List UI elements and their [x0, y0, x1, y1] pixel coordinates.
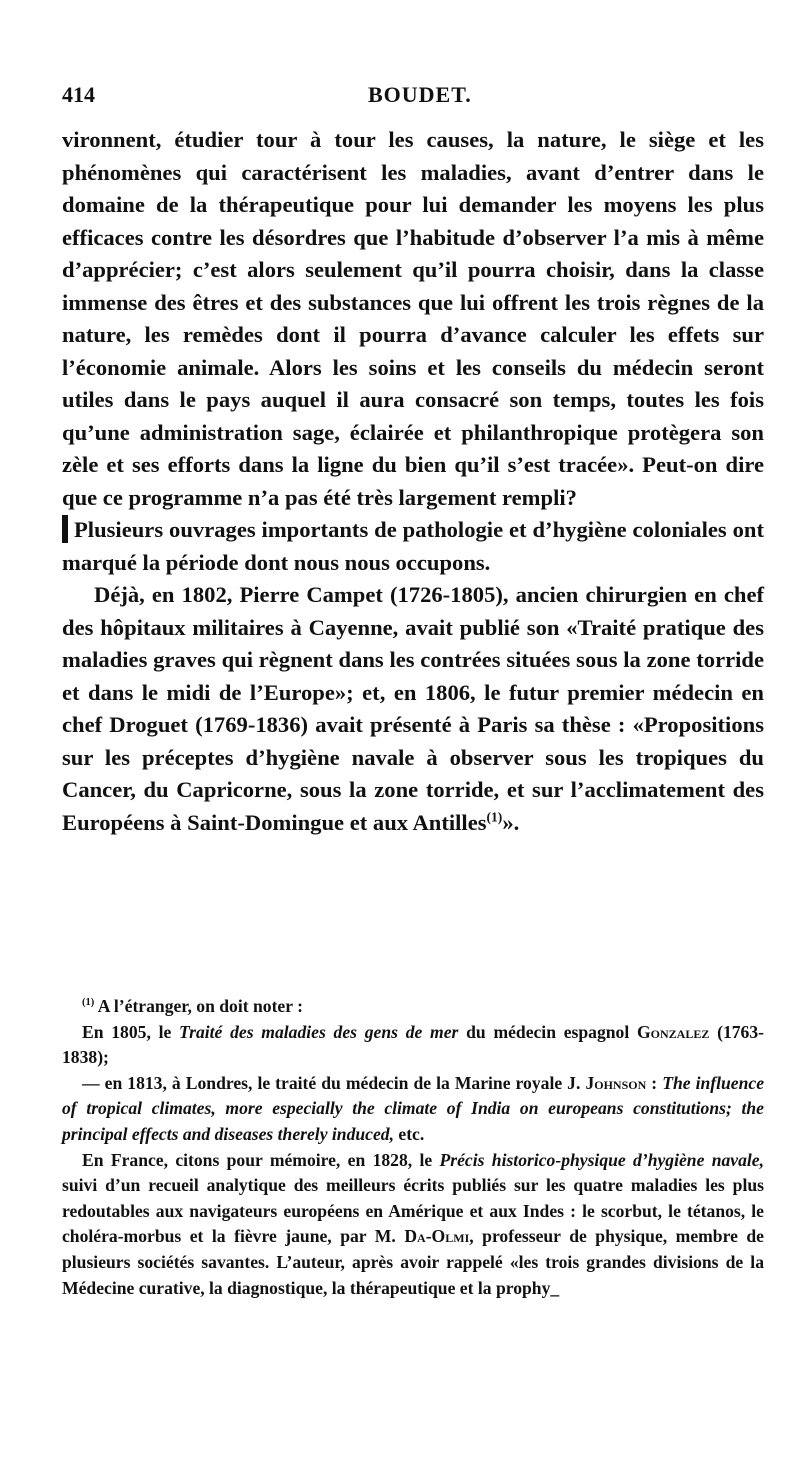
paragraph-campet-end: ». — [502, 809, 520, 835]
footnote-intro-text: A l’étranger, on doit noter : — [97, 996, 303, 1016]
fn1-text-b: du médecin espagnol — [458, 1021, 637, 1042]
paragraph-continuation: vironnent, étudier tour à tour les causes, la nature, le siège et les phénomènes qui caractérisent les maladies, avant d’entrer dans le domaine de la thérapeutique pour lui demander les moyens les plus efficaces contre les désordres que l’habitude d’observer l’a mis à même d’apprécier; c’est alors seulement qu’il pourra choisir, dans la classe immense des êtres et des substances que lui offrent les trois règnes de la nature, les remèdes dont il pourra d’avance calculer les effets sur l’économie animale. Alors les soins et les conseils du médecin seront utiles dans le pays auquel il aura consacré son temps, toutes les fois qu’une administration sage, éclairée et philanthropique protègera son zèle et ses efforts dans la ligne du bien qu’il s’est tracée». Peut-on dire que ce programme n’a pas été très largement rempli? — [62, 127, 764, 510]
paragraph-works — [62, 514, 764, 579]
running-title: BOUDET. — [368, 82, 472, 107]
footnotes — [62, 994, 764, 1301]
fn1-author: Gonzalez — [636, 1021, 710, 1042]
paragraph-campet — [62, 579, 764, 839]
footnote-gonzalez — [62, 1020, 764, 1071]
fn2-text-a: — en 1813, à Londres, le traité du médecin de la Marine royale J. — [82, 1072, 586, 1093]
footnote-ref: (1) — [486, 808, 503, 824]
fn1-text-a: En 1805, le — [82, 1021, 180, 1042]
footnote-da-olmi — [62, 1148, 764, 1302]
fn2-title: The influence of tropical climates, more especially the climate of India on europeans constitutions; the principal effects and diseases therely induced, — [62, 1072, 765, 1144]
page-number: 414 — [62, 82, 95, 107]
fn3-title: Précis historico-physique d’hygiène navale, — [439, 1149, 764, 1170]
fn3-author: Da-Olmi — [404, 1226, 470, 1247]
fn1-title: Traité des maladies des gens de mer — [179, 1021, 459, 1042]
fn2-author: Johnson — [585, 1072, 647, 1093]
footnote-marker: (1) — [82, 997, 95, 1009]
fn1-text-c: (1763-1838); — [62, 1021, 764, 1068]
main-text — [62, 124, 764, 839]
page-header — [62, 82, 762, 116]
fn3-text-c: , professeur de physique, membre de plusieurs sociétés savantes. L’auteur, après avoir rappelé «les trois grandes divisions de la Médecine curative, la diagnostique, la thérapeutique et la prophy_ — [62, 1226, 764, 1298]
paragraph-campet-text: Déjà, en 1802, Pierre Campet (1726-1805), ancien chirurgien en chef des hôpitaux militaires à Cayenne, avait publié son «Traité pratique des maladies graves qui règnent dans les contrées situées sous la zone torride et dans le midi de l’Europe»; et, en 1806, le futur premier médecin en chef Droguet (1769-1836) avait présenté à Paris sa thèse : «Propositions sur les préceptes d’hygiène navale à observer sous les tropiques du Cancer, du Capricorne, sous la zone torride, et sur l’acclimatement des Européens à Saint-Domingue et aux Antilles — [62, 582, 764, 835]
fn3-text-b: suivi d’un recueil analytique des meilleurs écrits publiés sur les quatre maladies les plus redoutables aux navigateurs européens en Amérique et aux Indes : le scorbut, le tétanos, le choléra-morbus et la fièvre jaune, par M. — [62, 1175, 764, 1247]
paragraph-works-text: Plusieurs ouvrages importants de pathologie et d’hygiène coloniales ont marqué la période dont nous nous occupons. — [62, 517, 764, 575]
fn3-text-a: En France, citons pour mémoire, en 1828, le — [82, 1149, 440, 1170]
fn2-text-c: etc. — [393, 1123, 425, 1144]
footnote-intro — [62, 994, 764, 1020]
margin-mark — [62, 515, 68, 543]
footnote-johnson — [62, 1071, 764, 1148]
fn2-text-b: : — [646, 1072, 663, 1093]
